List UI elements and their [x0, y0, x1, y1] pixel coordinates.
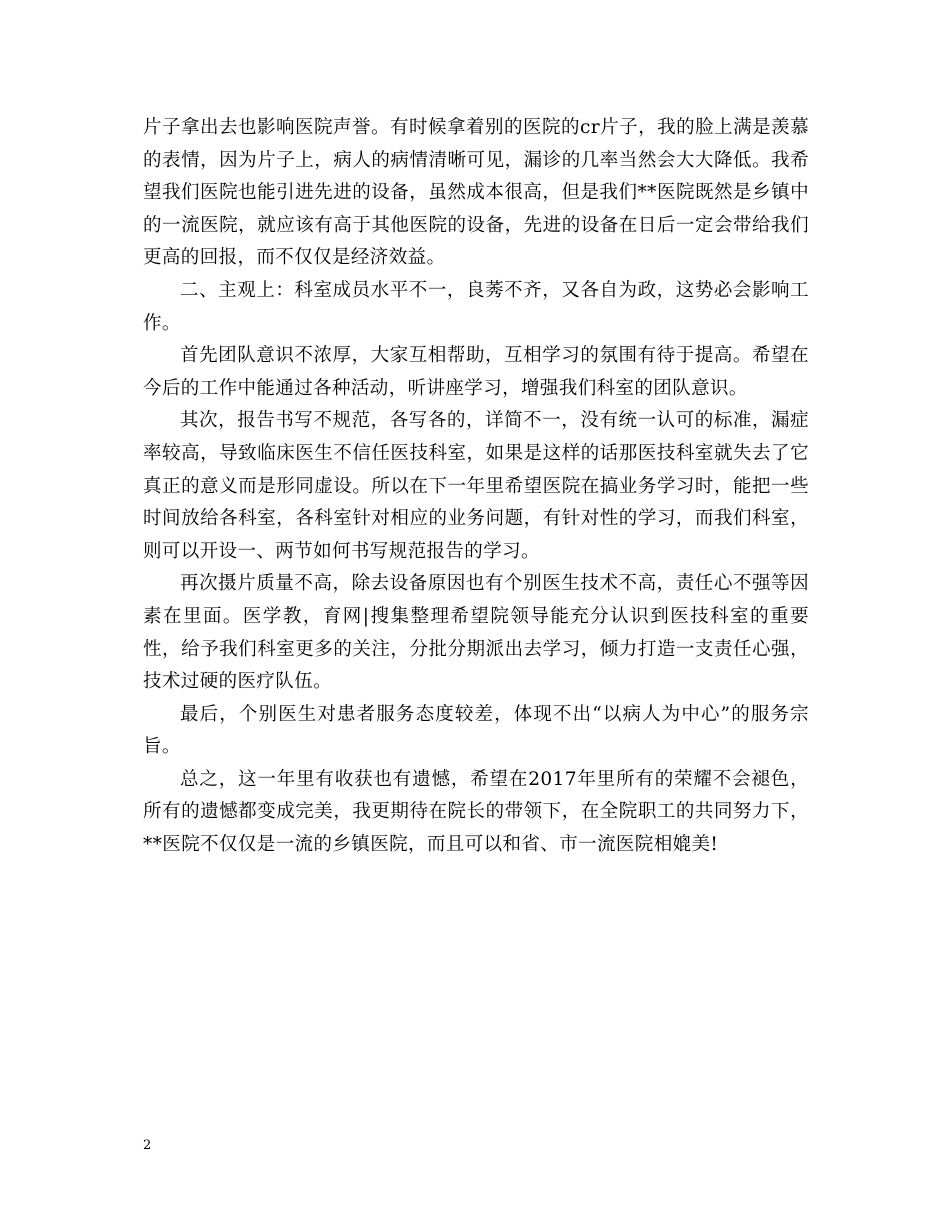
paragraph-report-writing: 其次，报告书写不规范，各写各的，详简不一，没有统一认可的标准，漏症率较高，导致临床医生不信任医技科室，如果是这样的话那医技科室就失去了它真正的意义而是形同虚设。所以在下一年里希望医院在搞业务学习时，能把一些时间放给各科室，各科室针对相应的业务问题，有针对性的学习，而我们科室，则可以开设一、两节如何书写规范报告的学习。: [143, 410, 809, 562]
paragraph-imaging-quality: 再次摄片质量不高，除去设备原因也有个别医生技术不高，责任心不强等因素在里面。医学教，育网|搜集整理希望院领导能充分认识到医技科室的重要性，给予我们科室更多的关注，分批分期派出去学习，倾力打造一支责任心强，技术过硬的医疗队伍。: [143, 573, 809, 693]
paragraph-subjective-heading: 二、主观上：科室成员水平不一，良莠不齐，又各自为政，这势必会影响工作。: [143, 279, 809, 334]
paragraph-conclusion: 总之，这一年里有收获也有遗憾，希望在2017年里所有的荣耀不会褪色，所有的遗憾都变成完美，我更期待在院长的带领下，在全院职工的共同努力下，**医院不仅仅是一流的乡镇医院，而且可以和省、市一流医院相媲美!: [143, 768, 809, 856]
document-body: [143, 112, 809, 862]
page-number: 2: [143, 1138, 152, 1153]
paragraph-team-awareness: 首先团队意识不浓厚，大家互相帮助，互相学习的氛围有待于提高。希望在今后的工作中能通过各种活动，听讲座学习，增强我们科室的团队意识。: [143, 345, 809, 399]
paragraph-service-attitude: 最后，个别医生对患者服务态度较差，体现不出“以病人为中心”的服务宗旨。: [143, 703, 809, 758]
paragraph-equipment: 片子拿出去也影响医院声誉。有时候拿着别的医院的cr片子，我的脸上满是羡慕的表情，因为片子上，病人的病情清晰可见，漏诊的几率当然会大大降低。我希望我们医院也能引进先进的设备，虽然成本很高，但是我们**医院既然是乡镇中的一流医院，就应该有高于其他医院的设备，先进的设备在日后一定会带给我们更高的回报，而不仅仅是经济效益。: [143, 117, 809, 269]
